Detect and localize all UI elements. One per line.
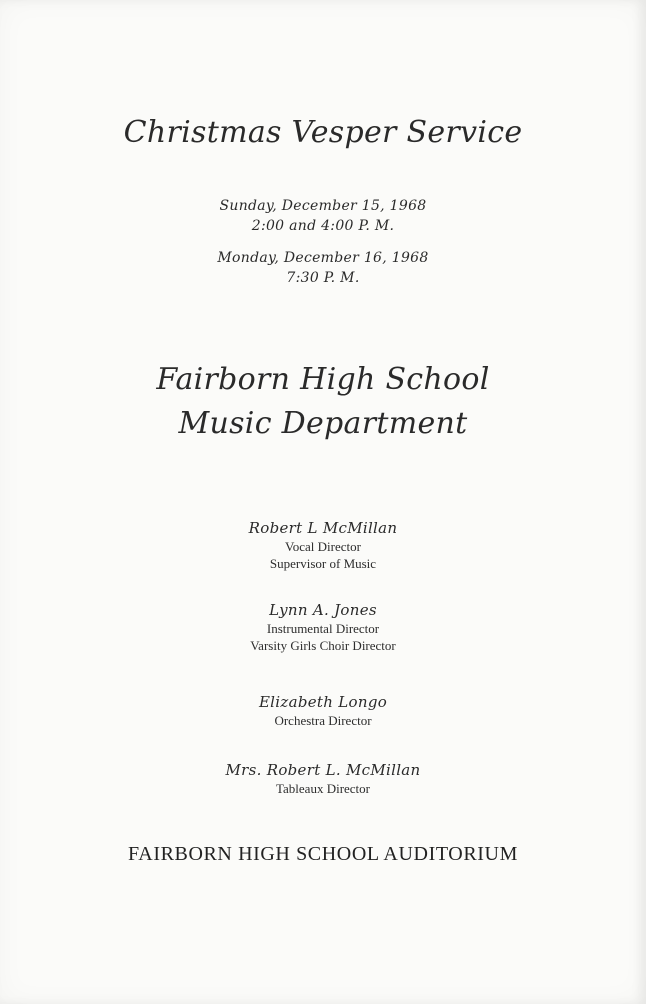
director-name: Lynn A. Jones bbox=[269, 601, 377, 619]
director-block bbox=[0, 692, 646, 729]
sunday-times: 2:00 and 4:00 P. M. bbox=[251, 218, 395, 234]
director-name: Mrs. Robert L. McMillan bbox=[225, 761, 421, 779]
director-role: Tableaux Director bbox=[275, 781, 370, 796]
monday-date: Monday, December 16, 1968 bbox=[217, 250, 429, 266]
department-name: Music Department bbox=[178, 406, 468, 441]
director-role: Supervisor of Music bbox=[269, 556, 377, 571]
director-role: Orchestra Director bbox=[274, 713, 372, 728]
director-name: Elizabeth Longo bbox=[258, 693, 388, 711]
monday-time: 7:30 P. M. bbox=[286, 270, 360, 286]
director-role: Varsity Girls Choir Director bbox=[250, 638, 396, 653]
service-date-sunday bbox=[0, 196, 646, 236]
school-name: Fairborn High School bbox=[156, 362, 490, 397]
director-name: Robert L McMillan bbox=[248, 519, 398, 537]
service-date-monday bbox=[0, 248, 646, 288]
director-block bbox=[0, 518, 646, 572]
sunday-date: Sunday, December 15, 1968 bbox=[219, 198, 427, 214]
director-block bbox=[0, 760, 646, 797]
director-block bbox=[0, 600, 646, 654]
director-role: Instrumental Director bbox=[266, 621, 380, 636]
program-title: Christmas Vesper Service bbox=[123, 115, 523, 150]
venue-name: FAIRBORN HIGH SCHOOL AUDITORIUM bbox=[128, 843, 518, 865]
director-role: Vocal Director bbox=[285, 539, 361, 554]
